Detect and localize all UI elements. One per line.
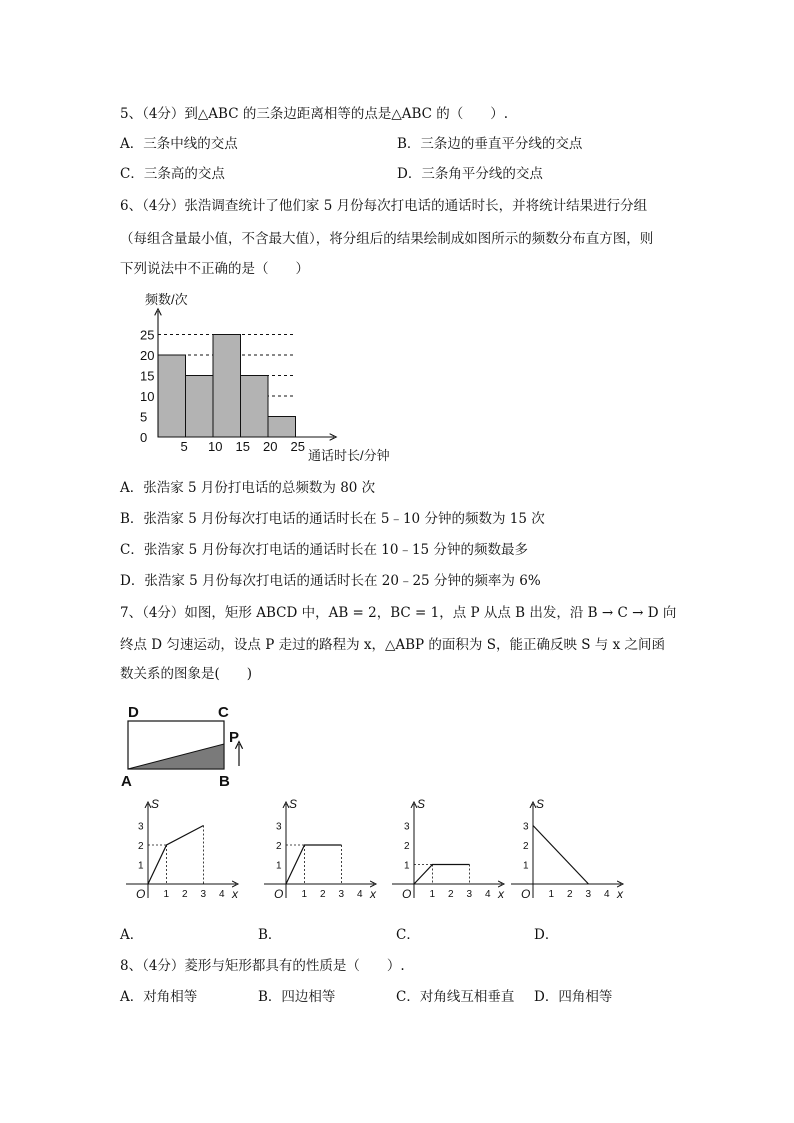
- graph-function-line: [148, 826, 204, 885]
- graph-origin-label: O: [521, 887, 531, 901]
- graph-y-tick-3: 3: [138, 821, 144, 833]
- q7-stem-line2: 终点 D 匀速运动，设点 P 走过的路程为 x，△ABP 的面积为 S，能正确反映 S 与 x 之间函: [120, 637, 665, 653]
- q5-option-d: D．三条角平分线的交点: [397, 166, 543, 182]
- graph-origin-label: O: [136, 887, 146, 901]
- graph-y-tick-2: 2: [276, 841, 282, 852]
- graph-function-line: [286, 845, 342, 884]
- q7-stem-line1: 7、（4分）如图，矩形 ABCD 中，AB = 2，BC = 1，点 P 从点 B 出发，沿 B → C → D 向: [120, 605, 677, 621]
- y-tick-label-20: 20: [140, 348, 155, 363]
- graph-x-tick-2: 2: [182, 889, 188, 900]
- graph-y-tick-3: 3: [276, 821, 282, 833]
- graph-s-label: S: [151, 797, 160, 811]
- graph-x-tick-3: 3: [338, 889, 345, 900]
- y-tick-label-15: 15: [140, 368, 155, 384]
- graph-x-tick-4: 4: [219, 889, 225, 900]
- graph-s-label: S: [289, 797, 298, 811]
- x-tick-label-5: 5: [180, 439, 188, 454]
- point-p-label: P: [229, 729, 240, 746]
- q8-option-a: A．对角相等: [120, 989, 198, 1005]
- graph-x-tick-2: 2: [567, 889, 573, 900]
- graph-x-tick-1: 1: [548, 889, 555, 900]
- q8-option-b: B．四边相等: [258, 989, 336, 1005]
- graph-x-tick-1: 1: [163, 889, 170, 900]
- x-tick-label-10: 10: [208, 439, 223, 454]
- histogram-x-label: 通话时长/分钟: [308, 448, 390, 463]
- graph-x-tick-3: 3: [585, 889, 592, 900]
- graph-x-tick-3: 3: [466, 889, 473, 900]
- y-tick-label-0: 0: [140, 430, 148, 445]
- q6-option-c: C．张浩家 5 月份每次打电话的通话时长在 10﹣15 分钟的频数最多: [120, 542, 528, 558]
- graph-function-line: [533, 826, 589, 885]
- graph-x-tick-1: 1: [301, 889, 308, 900]
- graph-x-label: x: [617, 887, 623, 901]
- histogram-y-label: 频数/次: [145, 292, 188, 307]
- graph-s-label: S: [417, 797, 426, 811]
- graph-x-tick-2: 2: [448, 889, 454, 900]
- q8-stem: 8、（4分）菱形与矩形都具有的性质是（ ）.: [120, 958, 405, 974]
- graph-x-tick-4: 4: [485, 889, 491, 900]
- graph-option-2: [264, 797, 377, 901]
- y-tick-label-25: 25: [140, 327, 155, 343]
- graph-option-4: [511, 797, 624, 901]
- q6-option-d: D．张浩家 5 月份每次打电话的通话时长在 20﹣25 分钟的频率为 6%: [120, 573, 541, 589]
- q7-option-b-label: B．: [258, 927, 282, 943]
- graph-y-tick-1: 1: [404, 860, 410, 872]
- q7-option-a-label: A．: [120, 927, 144, 943]
- graph-origin-label: O: [274, 887, 284, 901]
- q6-stem-line3: 下列说法中不正确的是（ ）: [120, 261, 309, 277]
- x-tick-label-20: 20: [263, 439, 278, 454]
- q5-option-c: C．三条高的交点: [120, 166, 225, 182]
- vertex-c-label: C: [218, 704, 229, 721]
- q6-option-b: B．张浩家 5 月份每次打电话的通话时长在 5﹣10 分钟的频数为 15 次: [120, 511, 545, 527]
- q6-stem-line2: （每组含量最小值，不含最大值），将分组后的结果绘制成如图所示的频数分布直方图，则: [120, 231, 654, 247]
- graph-y-tick-2: 2: [523, 841, 529, 852]
- graph-x-label: x: [370, 887, 376, 901]
- q8-option-c: C．对角线互相垂直: [396, 989, 515, 1005]
- q7-option-d-label: D．: [534, 927, 559, 943]
- vertex-d-label: D: [128, 704, 139, 721]
- y-tick-label-10: 10: [140, 389, 155, 404]
- graph-x-tick-2: 2: [320, 889, 326, 900]
- vertex-b-label: B: [219, 773, 230, 790]
- q7-option-c-label: C．: [396, 927, 420, 943]
- q7-stem-line3: 数关系的图象是( ): [120, 666, 253, 682]
- graph-y-tick-1: 1: [276, 860, 282, 872]
- graph-function-line: [414, 865, 470, 885]
- graph-x-label: x: [498, 887, 504, 901]
- q5-stem: 5、（4分）到△ABC 的三条边距离相等的点是△ABC 的（ ）.: [120, 106, 509, 122]
- graph-x-label: x: [232, 887, 238, 901]
- graph-y-tick-1: 1: [138, 860, 144, 872]
- graph-y-tick-3: 3: [404, 821, 410, 833]
- graph-y-tick-2: 2: [138, 841, 144, 852]
- y-tick-label-5: 5: [140, 409, 148, 425]
- graph-y-tick-1: 1: [523, 860, 529, 872]
- graph-s-label: S: [536, 797, 545, 811]
- graph-x-tick-3: 3: [200, 889, 207, 900]
- graph-x-tick-4: 4: [604, 889, 610, 900]
- q8-option-d: D．四角相等: [534, 989, 613, 1005]
- q5-option-b: B．三条边的垂直平分线的交点: [397, 136, 583, 152]
- x-tick-label-15: 15: [235, 439, 250, 454]
- q6-stem-line1: 6、（4分）张浩调查统计了他们家 5 月份每次打电话的通话时长，并将统计结果进行分组: [120, 198, 648, 214]
- graph-x-tick-1: 1: [429, 889, 436, 900]
- graph-origin-label: O: [402, 887, 412, 901]
- q5-option-a: A．三条中线的交点: [120, 136, 238, 152]
- graph-option-1: [126, 797, 239, 901]
- graph-y-tick-3: 3: [523, 821, 529, 833]
- x-tick-label-25: 25: [290, 439, 305, 454]
- vertex-a-label: A: [121, 773, 132, 790]
- graph-option-3: [392, 797, 505, 901]
- q6-option-a: A．张浩家 5 月份打电话的总频数为 80 次: [120, 480, 376, 496]
- graph-y-tick-2: 2: [404, 841, 410, 852]
- graph-x-tick-4: 4: [357, 889, 363, 900]
